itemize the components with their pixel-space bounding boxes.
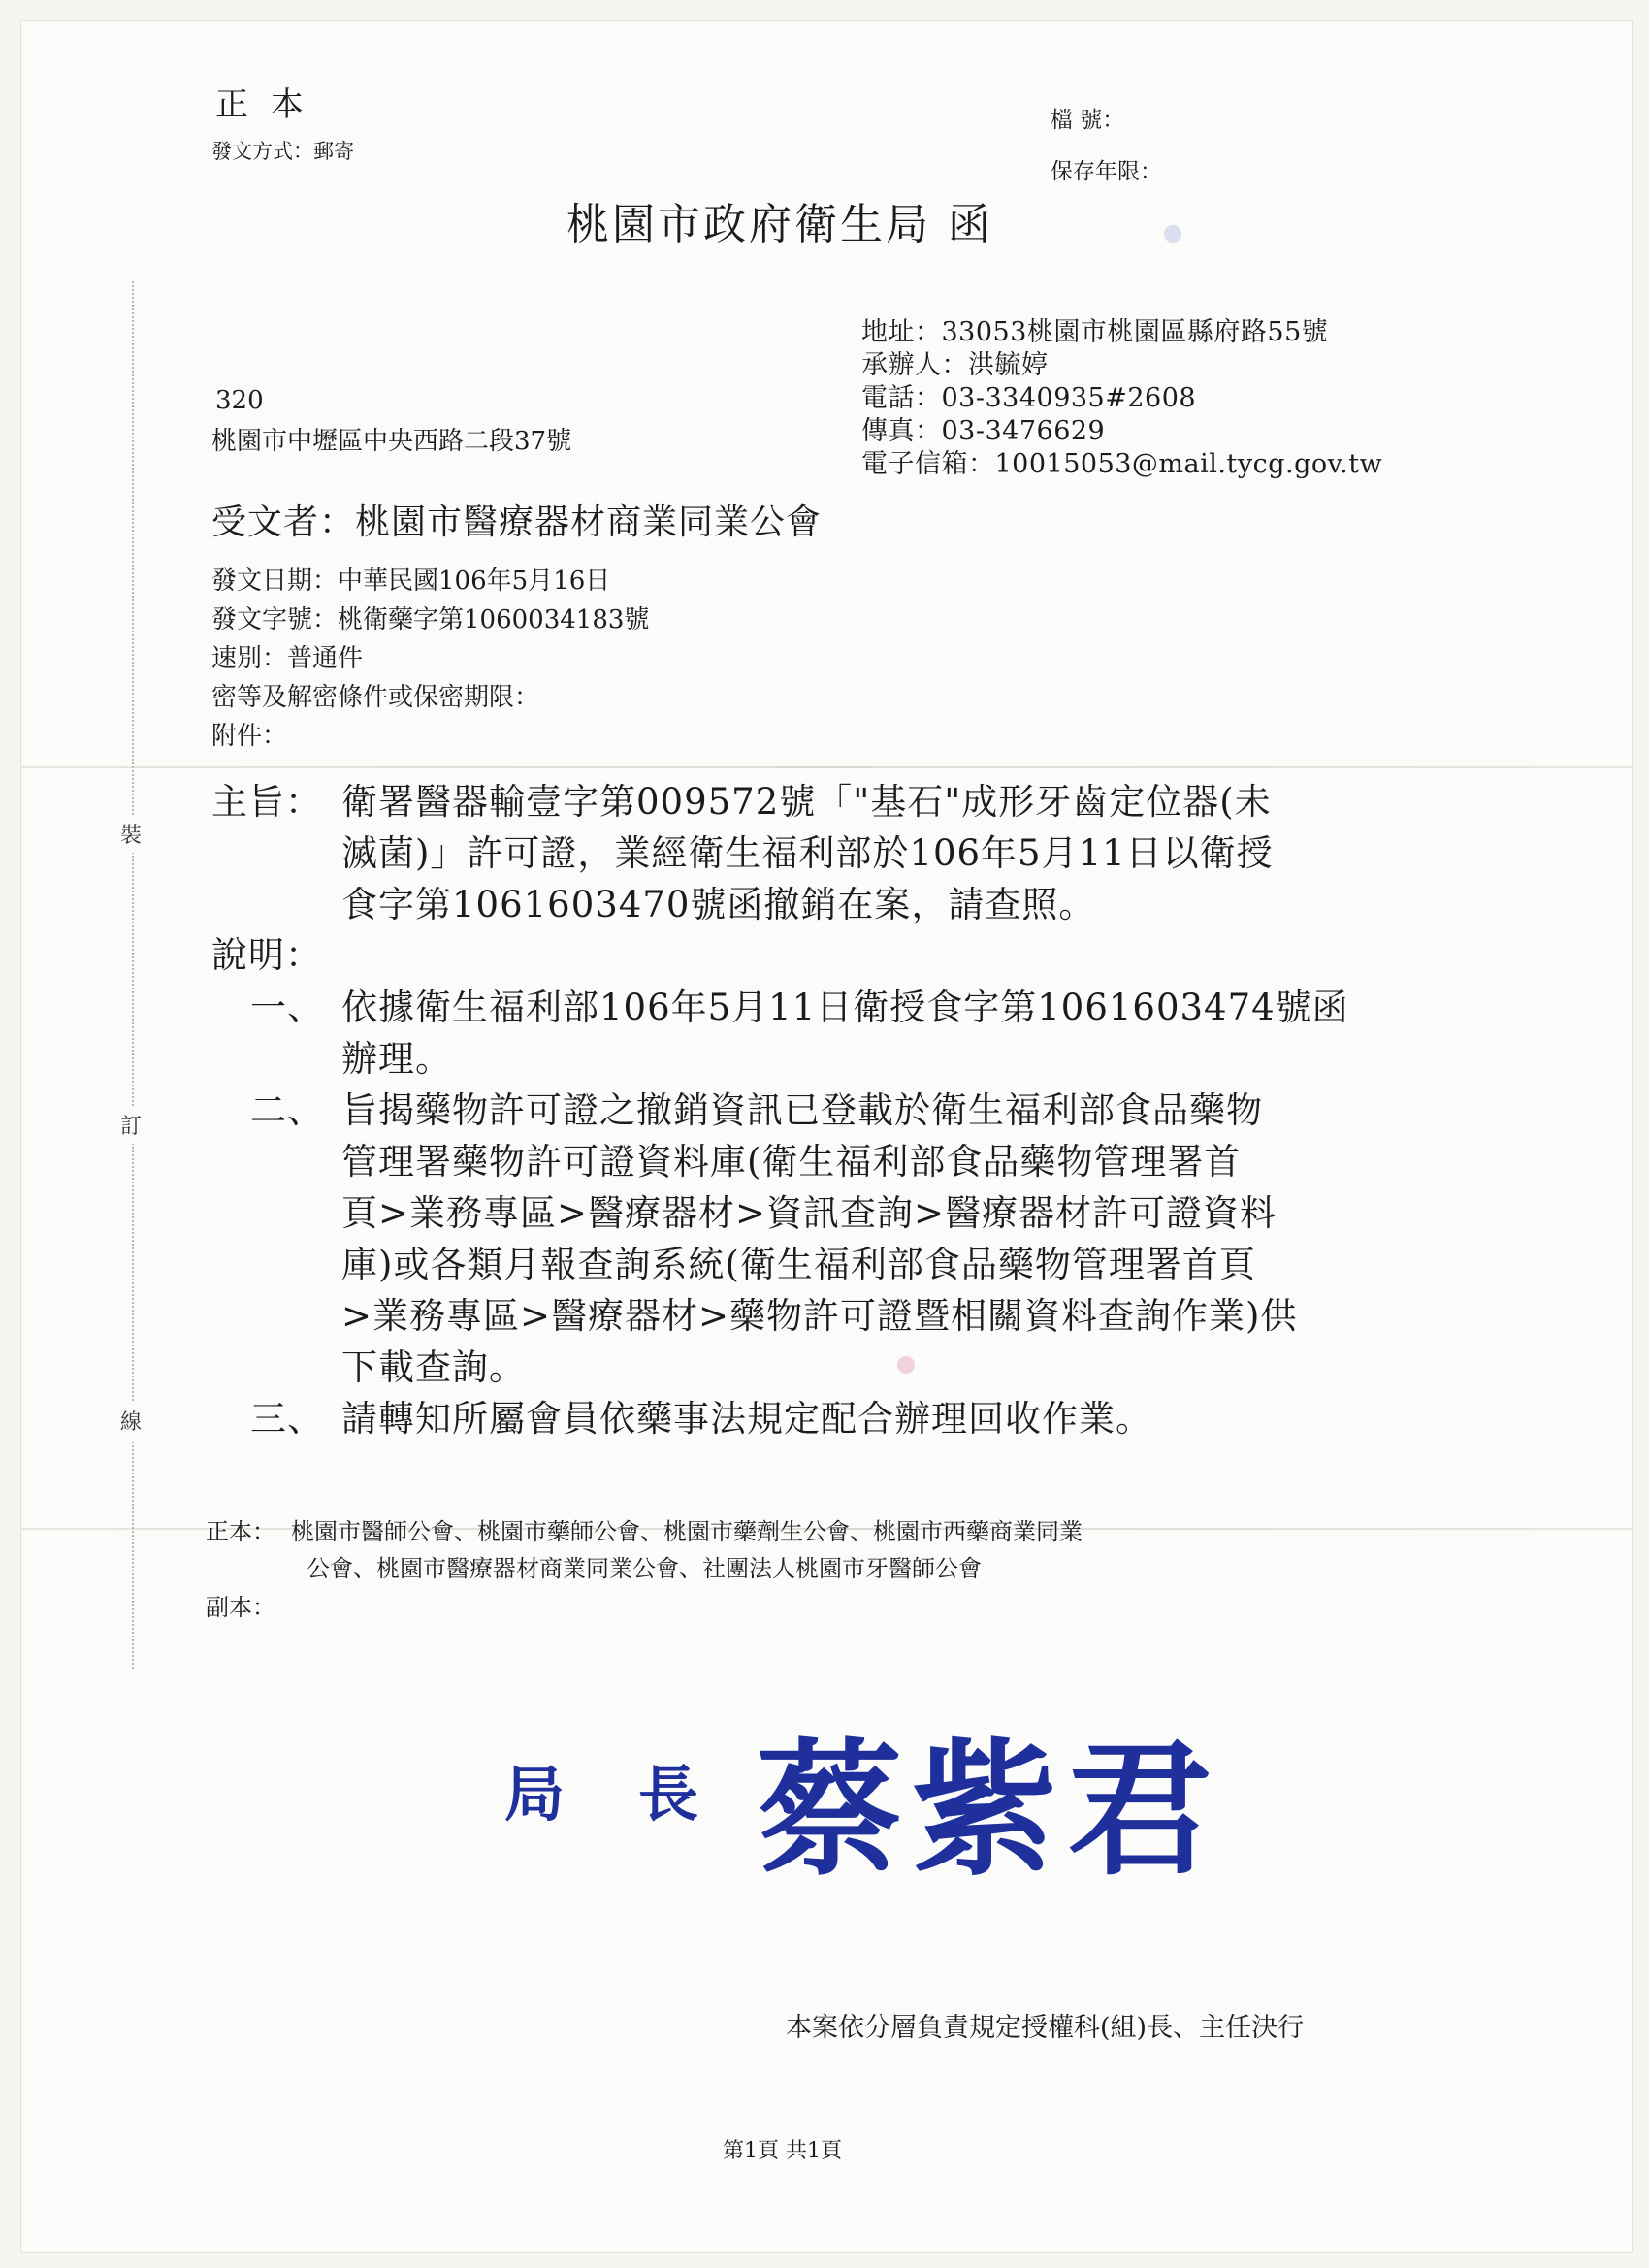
- speed-class: 速別：普通件: [211, 644, 364, 673]
- file-number-label: 檔 號：: [1051, 108, 1125, 133]
- page-number: 第1頁 共1頁: [723, 2139, 842, 2163]
- explanation-item: [341, 1085, 1297, 1393]
- issue-number: 發文字號：桃衛藥字第1060034183號: [211, 605, 650, 634]
- item-line: >業務專區>醫療器材>藥物許可證暨相關資料查詢作業)供: [341, 1295, 1298, 1337]
- subject-label: 主旨：: [211, 781, 322, 823]
- item-line: 請轉知所屬會員依藥事法規定配合辦理回收作業。: [341, 1398, 1152, 1440]
- paper-fold: [21, 766, 1632, 768]
- subject-line: 衛署醫器輸壹字第009572號「"基石"成形牙齒定位器(未: [341, 781, 1272, 823]
- binding-char-xian: 線: [120, 1402, 142, 1440]
- cc-line: 桃園市醫師公會、桃園市藥師公會、桃園市藥劑生公會、桃園市西藥商業同業: [291, 1518, 1083, 1545]
- document-title: 桃園市政府衛生局 函: [566, 200, 993, 249]
- contact-phone: 電話：03-3340935#2608: [861, 383, 1197, 413]
- binding-char-ding: 訂: [120, 1106, 142, 1144]
- item-line: 旨揭藥物許可證之撤銷資訊已登載於衛生福利部食品藥物: [341, 1089, 1263, 1131]
- item-line: 下載查詢。: [341, 1346, 526, 1388]
- binding-line: [132, 281, 134, 1669]
- ink-spot: [897, 1356, 915, 1374]
- delivery-method: 發文方式：郵寄: [211, 140, 354, 163]
- item-number: 一、: [250, 987, 324, 1028]
- binding-char-zhuang: 裝: [120, 815, 142, 853]
- subject-line: 食字第1061603470號函撤銷在案，請查照。: [341, 884, 1096, 925]
- secrecy-level: 密等及解密條件或保密期限：: [211, 683, 540, 712]
- item-number: 三、: [250, 1398, 324, 1440]
- receiver: 受文者：桃園市醫療器材商業同業公會: [211, 502, 823, 542]
- subject-text: [341, 776, 1274, 930]
- recipient-address: 桃園市中壢區中央西路二段37號: [211, 427, 572, 456]
- explanation-label: 說明：: [211, 934, 322, 976]
- cc-line: 公會、桃園市醫療器材商業同業公會、社團法人桃園市牙醫師公會: [307, 1555, 982, 1582]
- item-line: 辦理。: [341, 1038, 452, 1080]
- signature-title-ju: 局: [504, 1759, 566, 1830]
- item-number: 二、: [250, 1089, 324, 1131]
- copy-label: 副本：: [206, 1594, 275, 1621]
- issue-date: 發文日期：中華民國106年5月16日: [211, 567, 611, 596]
- item-line: 依據衛生福利部106年5月11日衛授食字第1061603474號函: [341, 987, 1349, 1028]
- attachment-label: 附件：: [211, 722, 288, 751]
- item-line: 管理署藥物許可證資料庫(衛生福利部食品藥物管理署首: [341, 1141, 1242, 1183]
- explanation-item: [341, 982, 1349, 1085]
- item-line: 頁>業務專區>醫療器材>資訊查詢>醫療器材許可證資料: [341, 1192, 1277, 1234]
- recipient-zip: 320: [215, 386, 264, 415]
- copy-type: 正 本: [215, 85, 309, 124]
- contact-officer: 承辦人：洪毓婷: [861, 350, 1049, 380]
- signature-name: 蔡紫君: [757, 1725, 1223, 1895]
- explanation-item: [341, 1393, 1152, 1444]
- contact-email: 電子信箱：10015053@mail.tycg.gov.tw: [861, 449, 1383, 479]
- cc-label: 正本：: [206, 1518, 275, 1545]
- item-line: 庫)或各類月報查詢系統(衛生福利部食品藥物管理署首頁: [341, 1244, 1256, 1285]
- subject-line: 滅菌)」許可證，業經衛生福利部於106年5月11日以衛授: [341, 832, 1274, 874]
- signature-title-zhang: 長: [638, 1759, 699, 1830]
- contact-fax: 傳真：03-3476629: [861, 416, 1106, 446]
- ink-spot: [1164, 225, 1181, 243]
- delegation-note: 本案依分層負責規定授權科(組)長、主任決行: [786, 2013, 1305, 2043]
- contact-address: 地址：33053桃園市桃園區縣府路55號: [861, 317, 1329, 347]
- retention-label: 保存年限：: [1051, 159, 1162, 184]
- cc-list: [291, 1513, 1083, 1587]
